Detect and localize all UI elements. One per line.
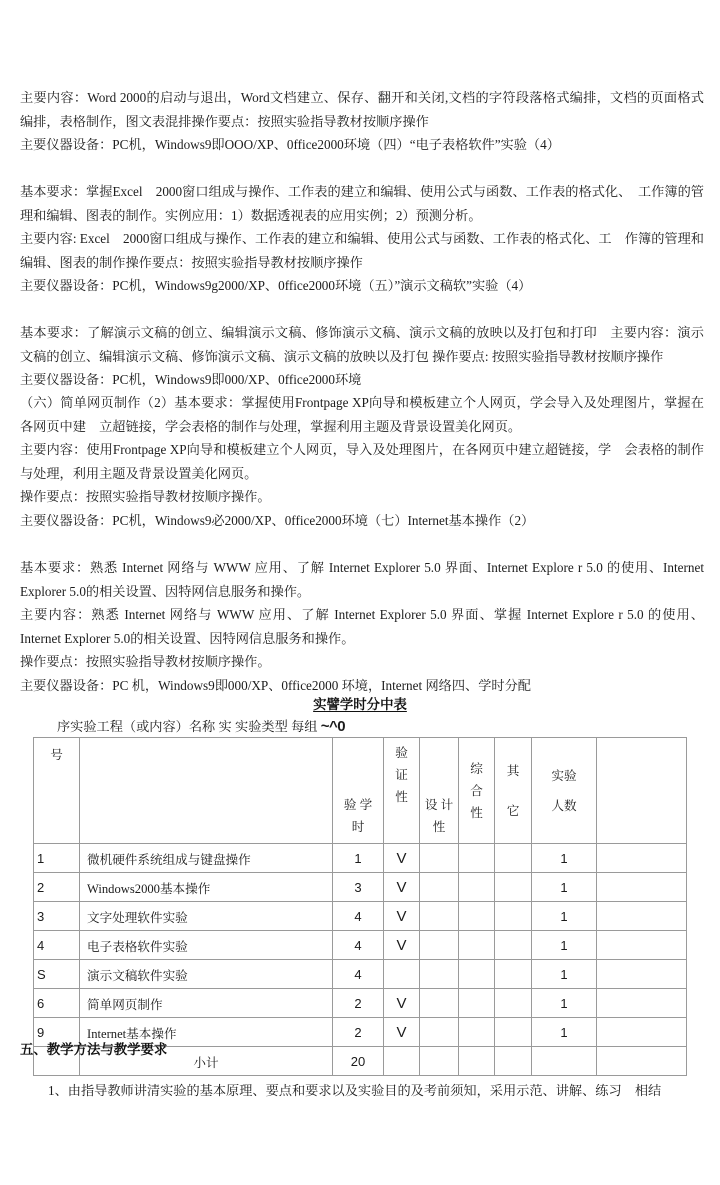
- total-other: [495, 1047, 532, 1076]
- header-people-line2: 人数: [551, 798, 577, 813]
- header-cell-verify: [384, 738, 420, 844]
- row-name: 微机硬件系统组成与键盘操作: [80, 844, 333, 873]
- row-comprehensive: [459, 1018, 495, 1047]
- total-design: [420, 1047, 459, 1076]
- teaching-methods-heading: 五、教学方法与教学要求: [20, 1042, 168, 1057]
- header-verify-char2: 证: [395, 768, 408, 782]
- header-verify-char1: 验: [395, 746, 408, 760]
- row-verify: V: [384, 989, 420, 1018]
- row-hours: 4: [333, 902, 384, 931]
- row-seq: 4: [34, 931, 80, 960]
- ppt-section-block: [20, 321, 704, 392]
- row-verify: [384, 960, 420, 989]
- experiment-hours-table: [33, 737, 687, 1076]
- row-design: [420, 989, 459, 1018]
- header-cell-other: [495, 738, 532, 844]
- row-other: [495, 989, 532, 1018]
- table-row: [34, 844, 687, 873]
- row-name: 演示文稿软件实验: [80, 960, 333, 989]
- ppt-basic-requirement: 基本要求：了解演示文稿的创立、编辑演示文稿、修饰演示文稿、演示文稿的放映以及打包和打印 主要内容：演示文稿的创立、编辑演示文稿、修饰演示文稿、演示文稿的放映以及打包 操作要点: 按照实验指导教材按顺序操作: [20, 325, 704, 364]
- row-hours: 4: [333, 960, 384, 989]
- row-people: 1: [532, 902, 597, 931]
- row-verify: V: [384, 844, 420, 873]
- total-verify: [384, 1047, 420, 1076]
- row-other: [495, 931, 532, 960]
- header-cell-comprehensive: [459, 738, 495, 844]
- row-seq: 1: [34, 844, 80, 873]
- row-last: [597, 902, 687, 931]
- row-hours: 3: [333, 873, 384, 902]
- webpage-section-block: [20, 391, 704, 533]
- row-design: [420, 873, 459, 902]
- row-other: [495, 844, 532, 873]
- header-cell-last: [597, 738, 687, 844]
- header-design-line1: 设 计: [424, 798, 454, 812]
- table-subheader-main: 序实验工程（或内容）名称 实 实验类型 每组: [57, 719, 318, 734]
- header-cell-people: [532, 738, 597, 844]
- table-subheader-odd-glyph: ~^0: [320, 718, 346, 735]
- row-verify: V: [384, 931, 420, 960]
- word-section-block: [20, 86, 704, 157]
- internet-equipment: 主要仪器设备：PC 机，Windows9即000/XP、0ffice2000 环境，Internet 网络四、学时分配: [20, 677, 531, 693]
- internet-key-points: 操作要点：按照实验指导教材按顺序操作。: [20, 654, 271, 670]
- header-design-line2: 性: [432, 820, 446, 834]
- row-people: 1: [532, 960, 597, 989]
- header-hours-line2: 时: [351, 820, 365, 834]
- row-other: [495, 873, 532, 902]
- row-verify: V: [384, 1018, 420, 1047]
- header-cell-hours: [333, 738, 384, 844]
- header-other-char2: 它: [506, 803, 520, 818]
- table-title-text: 实譬学时分中表: [313, 697, 407, 712]
- header-comprehensive-char3: 性: [470, 805, 483, 820]
- row-comprehensive: [459, 902, 495, 931]
- webpage-basic-requirement: （六）简单网页制作（2）基本要求：掌握使用Frontpage XP向导和模板建立个人网页，学会导入及处理图片，掌握在各网页中建 立超链接，学会表格的制作与处理，掌握利用主题及背景设置美化网页。: [20, 395, 704, 434]
- webpage-key-points: 操作要点：按照实验指导教材按顺序操作。: [20, 489, 271, 505]
- row-comprehensive: [459, 931, 495, 960]
- word-main-content: 主要内容：Word 2000的启动与退出，Word文档建立、保存、翻开和关闭,文档的字符段落格式编排，文档的页面格式编排，表格制作，图文表混排操作要点：按照实验指导教材按顺序操作: [20, 90, 704, 129]
- row-seq: 2: [34, 873, 80, 902]
- header-people-line1: 实验: [551, 768, 577, 783]
- row-hours: 2: [333, 1018, 384, 1047]
- row-name: Internet基本操作: [80, 1018, 333, 1047]
- excel-basic-requirement: 基本要求：掌握Excel 2000窗口组成与操作、工作表的建立和编辑、使用公式与函数、工作表的格式化、 工作簿的管理和编辑、图表的制作。实例应用：1）数据透视表的应用实例；2）预测分析。: [20, 184, 704, 223]
- total-comprehensive: [459, 1047, 495, 1076]
- header-cell-name: [80, 738, 333, 844]
- row-design: [420, 844, 459, 873]
- internet-main-content: 主要内容：熟悉 Internet 网络与 WWW 应用、了解 Internet Explorer 5.0 界面、掌握 Internet Explore r 5.0 的使用、Internet Explorer 5.0的相关设置、因特网信息服务和操作。: [20, 607, 704, 646]
- excel-section-block: [20, 180, 704, 298]
- row-seq: 9: [34, 1018, 80, 1047]
- header-comprehensive-char1: 综: [470, 761, 483, 776]
- row-last: [597, 844, 687, 873]
- row-hours: 2: [333, 989, 384, 1018]
- row-hours: 1: [333, 844, 384, 873]
- table-subheader: [57, 716, 345, 735]
- table-row: [34, 873, 687, 902]
- webpage-equipment: 主要仪器设备：PC机，Windows9必2000/XP、0ffice2000环境（七）Internet基本操作（2）: [20, 512, 535, 528]
- header-comprehensive-char2: 合: [470, 783, 483, 798]
- row-last: [597, 931, 687, 960]
- table-row: [34, 931, 687, 960]
- table-row: [34, 902, 687, 931]
- row-seq: S: [34, 960, 80, 989]
- ppt-equipment: 主要仪器设备：PC机，Windows9即000/XP、0ffice2000环境: [20, 372, 362, 388]
- word-equipment: 主要仪器设备：PC机，Windows9即OOO/XP、0ffice2000环境（四）“电子表格软件”实验（4）: [20, 137, 560, 153]
- row-verify: V: [384, 873, 420, 902]
- header-hours-line1: 验 学: [343, 798, 373, 812]
- row-people: 1: [532, 873, 597, 902]
- row-design: [420, 960, 459, 989]
- row-name: 文字处理软件实验: [80, 902, 333, 931]
- total-people: [532, 1047, 597, 1076]
- row-last: [597, 1018, 687, 1047]
- total-last: [597, 1047, 687, 1076]
- row-last: [597, 960, 687, 989]
- header-cell-design: [420, 738, 459, 844]
- row-other: [495, 1018, 532, 1047]
- webpage-main-content: 主要内容：使用Frontpage XP向导和模板建立个人网页，导入及处理图片，在各网页中建立超链接，学 会表格的制作与处理，利用主题及背景设置美化网页。: [20, 442, 704, 481]
- row-design: [420, 902, 459, 931]
- table-row: [34, 989, 687, 1018]
- row-other: [495, 902, 532, 931]
- row-name: 电子表格软件实验: [80, 931, 333, 960]
- row-comprehensive: [459, 960, 495, 989]
- row-seq: 3: [34, 902, 80, 931]
- total-hours: 20: [333, 1047, 384, 1076]
- row-seq: 6: [34, 989, 80, 1018]
- total-label: 小计: [80, 1047, 333, 1076]
- row-design: [420, 1018, 459, 1047]
- row-people: 1: [532, 931, 597, 960]
- internet-section-block: [20, 556, 704, 698]
- row-comprehensive: [459, 989, 495, 1018]
- row-comprehensive: [459, 873, 495, 902]
- table-header-row: [34, 738, 687, 844]
- row-people: 1: [532, 1018, 597, 1047]
- row-last: [597, 989, 687, 1018]
- row-hours: 4: [333, 931, 384, 960]
- row-people: 1: [532, 844, 597, 873]
- excel-main-content: 主要内容: Excel 2000窗口组成与操作、工作表的建立和编辑、使用公式与函数、工作表的格式化、工 作簿的管理和编辑、图表的制作操作要点：按照实验指导教材按顺序操作: [20, 231, 704, 270]
- row-verify: V: [384, 902, 420, 931]
- header-cell-seq: 号: [34, 738, 80, 844]
- teaching-methods-paragraph: 1、由指导教师讲清实验的基本原理、要点和要求以及实验目的及考前须知，采用示范、讲解、练习 相结: [48, 1083, 662, 1098]
- internet-basic-requirement: 基本要求：熟悉 Internet 网络与 WWW 应用、了解 Internet Explorer 5.0 界面、Internet Explore r 5.0 的使用、Internet Explorer 5.0的相关设置、因特网信息服务和操作。: [20, 560, 704, 599]
- excel-equipment: 主要仪器设备：PC机，Windows9g2000/XP、0ffice2000环境（五）”演示文稿软”实验（4）: [20, 278, 532, 294]
- row-name: 简单网页制作: [80, 989, 333, 1018]
- row-last: [597, 873, 687, 902]
- table-title: [0, 694, 720, 713]
- table-row: [34, 960, 687, 989]
- row-other: [495, 960, 532, 989]
- row-name: Windows2000基本操作: [80, 873, 333, 902]
- row-comprehensive: [459, 844, 495, 873]
- header-verify-char3: 性: [395, 790, 408, 804]
- row-design: [420, 931, 459, 960]
- row-people: 1: [532, 989, 597, 1018]
- header-other-char1: 其: [506, 763, 520, 778]
